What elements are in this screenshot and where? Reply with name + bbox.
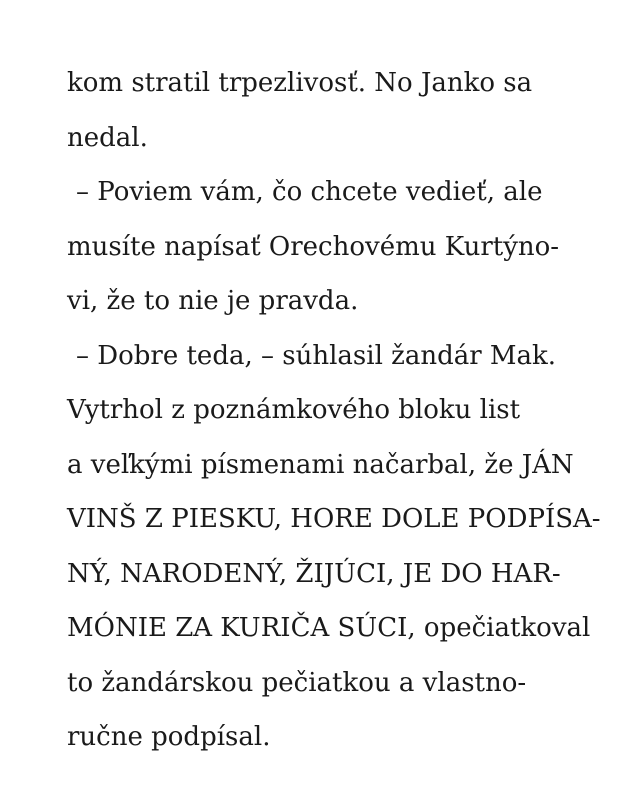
text-line: ručne podpísal. (67, 722, 271, 752)
text-line: vi, že to nie je pravda. (67, 286, 359, 316)
text-line: MÓNIE ZA KURIČA SÚCI, opečiatkoval (67, 613, 591, 643)
text-line: NÝ, NARODENÝ, ŽIJÚCI, JE DO HAR- (67, 558, 561, 589)
text-line: – Poviem vám, čo chcete vedieť, ale (76, 177, 543, 207)
text-line: musíte napísať Orechovému Kurtýno- (67, 231, 560, 262)
body-text (67, 56, 601, 765)
text-line: nedal. (67, 122, 148, 153)
text-line: kom stratil trpezlivosť. No Janko sa (67, 68, 533, 98)
text-line: – Dobre teda, – súhlasil žandár Mak. (76, 340, 557, 371)
text-line: to žandárskou pečiatkou a vlastno- (67, 667, 527, 698)
text-line: VINŠ Z PIESKU, HORE DOLE PODPÍSA- (67, 504, 601, 534)
text-line: Vytrhol z poznámkového bloku list (67, 395, 521, 425)
text-line: a veľkými písmenami načarbal, že JÁN (67, 449, 574, 480)
